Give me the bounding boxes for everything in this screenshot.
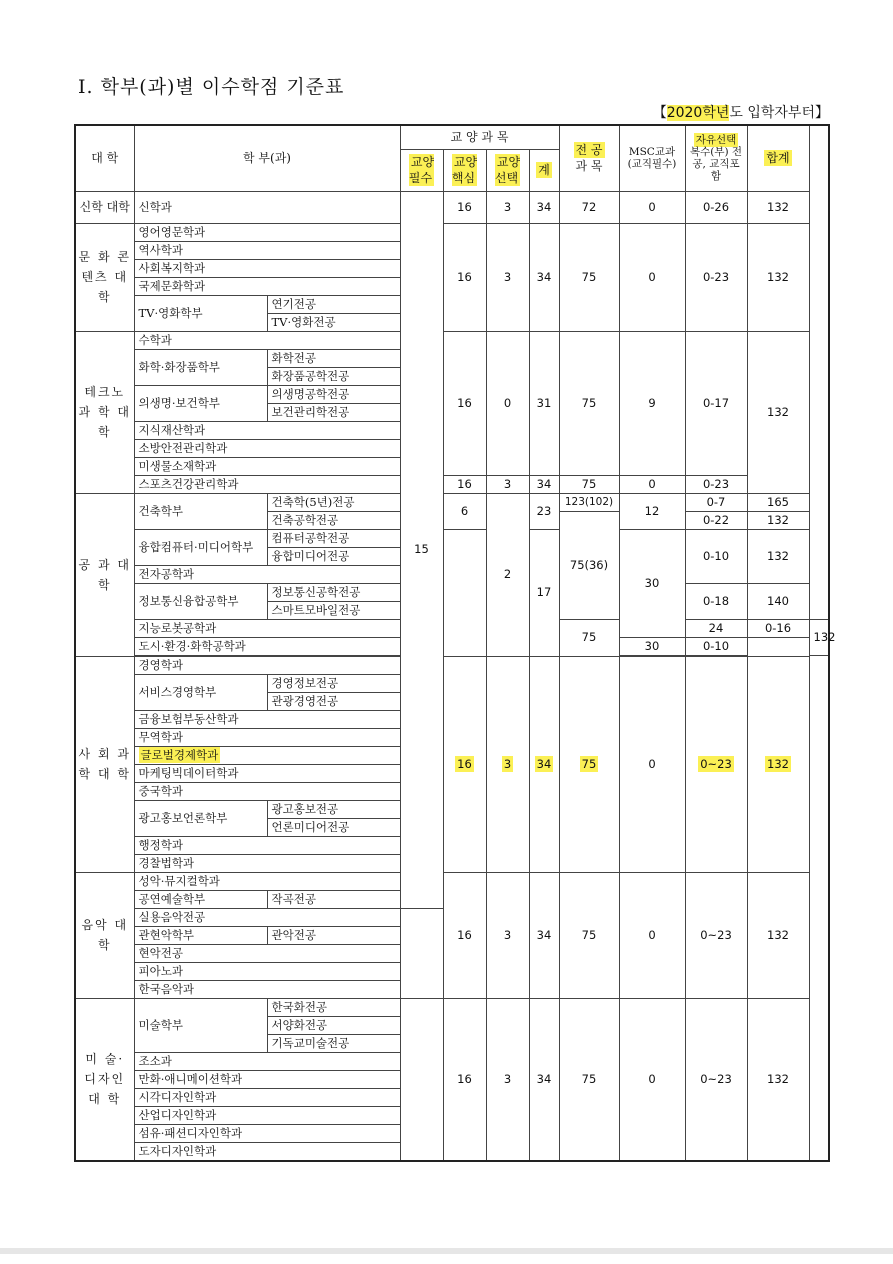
major-comp-1: 컴퓨터공학전공 xyxy=(267,529,400,547)
dept-ip: 지식재산학과 xyxy=(134,421,400,439)
major-orch-1: 관악전공 xyxy=(267,926,400,944)
theology-gen-total: 34 xyxy=(529,191,559,223)
college-social: 사 회 과 학 대 학 xyxy=(75,656,134,872)
dept-marketing: 마케팅빅데이터학과 xyxy=(134,764,400,782)
header-msc-top: MSC교과 xyxy=(628,146,676,159)
dept-korean: 한국음악과 xyxy=(134,980,400,998)
subtitle-rest: 도 입학자부터】 xyxy=(729,105,829,121)
major-comp-2: 융합미디어전공 xyxy=(267,547,400,565)
subtitle-year: 2020학년 xyxy=(666,105,730,121)
arch-free-2: 0-22 xyxy=(685,511,747,529)
dept-comp: 융합컴퓨터·미디어학부 xyxy=(134,529,267,565)
major-tvfilm-1: 연기전공 xyxy=(267,295,400,313)
dept-visual: 시각디자인학과 xyxy=(134,1088,400,1106)
urban-free: 0-10 xyxy=(685,637,747,655)
header-gen-total xyxy=(529,149,559,191)
social-sum-value: 132 xyxy=(767,756,789,771)
comp-msc: 30 xyxy=(619,529,685,637)
sports-elective: 3 xyxy=(486,475,529,493)
social-msc: 0 xyxy=(619,656,685,872)
college-eng: 공 과 대 학 xyxy=(75,493,134,656)
dept-sports: 스포츠건강관리학과 xyxy=(134,475,400,493)
dept-piano: 피아노과 xyxy=(134,962,400,980)
major-bio-1: 의생명공학전공 xyxy=(267,385,400,403)
dept-perform: 공연예술학부 xyxy=(134,890,267,908)
page-bottom-edge xyxy=(0,1248,893,1254)
arch-sum-2: 132 xyxy=(747,511,809,529)
credit-table xyxy=(74,124,836,1162)
dept-elec: 전자공학과 xyxy=(134,565,400,583)
art-major: 75 xyxy=(559,998,619,1161)
header-msc xyxy=(619,125,685,191)
header-total-label: 합계 xyxy=(766,151,790,166)
major-ad-1: 광고홍보전공 xyxy=(267,800,400,818)
subtitle xyxy=(653,102,829,122)
sports-major: 75 xyxy=(559,475,619,493)
theology-elective: 3 xyxy=(486,191,529,223)
social-gen-total xyxy=(529,656,559,872)
arch-msc: 12 xyxy=(619,493,685,529)
dept-vocal: 성악·뮤지컬학과 xyxy=(134,872,400,890)
major-fineart-1: 한국화전공 xyxy=(267,998,400,1016)
arch-free-1: 0-7 xyxy=(685,493,747,511)
header-msc-bottom: (교직필수) xyxy=(627,158,677,171)
major-tvfilm-2: TV·영화전공 xyxy=(267,313,400,331)
tech-msc: 9 xyxy=(619,331,685,475)
major-ad-2: 언론미디어전공 xyxy=(267,818,400,836)
theology-sum: 132 xyxy=(747,191,809,223)
tech-free: 0-17 xyxy=(685,331,747,475)
dept-chem: 화학·화장품학부 xyxy=(134,349,267,385)
dept-urban: 도시·환경·화학공학과 xyxy=(134,637,400,655)
college-art: 미 술· 디자인 대 학 xyxy=(75,998,134,1161)
comp-free: 0-10 xyxy=(685,529,747,583)
dept-trade: 무역학과 xyxy=(134,728,400,746)
sports-free: 0-23 xyxy=(685,475,747,493)
social-gen-total-value: 34 xyxy=(536,756,552,771)
theology-free: 0-26 xyxy=(685,191,747,223)
music-elective: 3 xyxy=(486,872,529,998)
major-service-2: 관광경영전공 xyxy=(267,692,400,710)
social-free-value: 0~23 xyxy=(700,756,732,771)
dept-china: 중국학과 xyxy=(134,782,400,800)
dept-fire: 소방안전관리학과 xyxy=(134,439,400,457)
dept-anim: 만화·애니메이션학과 xyxy=(134,1070,400,1088)
music-free: 0~23 xyxy=(685,872,747,998)
major-info-2: 스마트모바일전공 xyxy=(267,601,400,619)
dept-ad: 광고홍보언론학부 xyxy=(134,800,267,836)
arch-major: 123(102) xyxy=(559,493,619,511)
dept-info: 정보통신융합공학부 xyxy=(134,583,267,619)
dept-strings: 현악전공 xyxy=(134,944,400,962)
gen-required-value: 15 xyxy=(400,191,443,908)
social-elective xyxy=(486,656,529,872)
header-gen-elective xyxy=(486,149,529,191)
robot-major: 75 xyxy=(559,619,619,656)
dept-theology: 신학과 xyxy=(134,191,400,223)
major-info-1: 정보통신공학전공 xyxy=(267,583,400,601)
social-major xyxy=(559,656,619,872)
college-culture: 문 화 콘텐츠 대 학 xyxy=(75,223,134,331)
header-gen-elective-label: 교양 선택 xyxy=(494,155,521,185)
header-total xyxy=(747,125,809,191)
culture-elective: 3 xyxy=(486,223,529,331)
robot-msc: 24 xyxy=(685,619,747,637)
header-dept: 학 부(과) xyxy=(134,125,400,191)
header-gen-total-label: 계 xyxy=(538,163,550,177)
college-theology: 신학 대학 xyxy=(75,191,134,223)
header-free xyxy=(685,125,747,191)
dept-english: 영어영문학과 xyxy=(134,223,400,241)
art-required-empty xyxy=(400,998,443,1161)
art-free: 0~23 xyxy=(685,998,747,1161)
art-elective: 3 xyxy=(486,998,529,1161)
dept-ceramic: 도자디자인학과 xyxy=(134,1142,400,1161)
social-major-value: 75 xyxy=(581,756,597,771)
header-major-top: 전 공 xyxy=(575,143,603,158)
tech-gen-total: 31 xyxy=(529,331,559,475)
dept-service: 서비스경영학부 xyxy=(134,674,267,710)
art-core: 16 xyxy=(443,998,486,1161)
major-service-1: 경영정보전공 xyxy=(267,674,400,692)
dept-orch: 관현악학부 xyxy=(134,926,267,944)
dept-global xyxy=(134,746,400,764)
music-sum: 132 xyxy=(747,872,809,998)
eng-gen-total: 17 xyxy=(529,529,559,656)
dept-intlculture: 국제문화학과 xyxy=(134,277,400,295)
dept-history: 역사학과 xyxy=(134,241,400,259)
art-sum: 132 xyxy=(747,998,809,1161)
arch-core: 6 xyxy=(443,493,486,529)
subtitle-open: 【 xyxy=(652,105,667,121)
dept-fashion: 섬유·패션디자인학과 xyxy=(134,1124,400,1142)
dept-fineart: 미술학부 xyxy=(134,998,267,1052)
major-fineart-2: 서양화전공 xyxy=(267,1016,400,1034)
art-msc: 0 xyxy=(619,998,685,1161)
music-msc: 0 xyxy=(619,872,685,998)
social-sum xyxy=(747,656,809,872)
dept-robot: 지능로봇공학과 xyxy=(134,619,400,637)
major-bio-2: 보건관리학전공 xyxy=(267,403,400,421)
robot-free: 0-16 xyxy=(747,619,809,637)
major-chem-1: 화학전공 xyxy=(267,349,400,367)
header-college: 대 학 xyxy=(75,125,134,191)
header-general: 교 양 과 목 xyxy=(400,125,559,149)
major-chem-2: 화장품공학전공 xyxy=(267,367,400,385)
culture-sum: 132 xyxy=(747,223,809,331)
culture-msc: 0 xyxy=(619,223,685,331)
major-fineart-3: 기독교미술전공 xyxy=(267,1034,400,1052)
culture-gen-total: 34 xyxy=(529,223,559,331)
header-free-bottom: 복수(부) 전공, 교직포함 xyxy=(689,146,743,183)
comp-major: 75(36) xyxy=(559,511,619,619)
dept-bio: 의생명·보건학부 xyxy=(134,385,267,421)
social-elective-value: 3 xyxy=(503,756,512,771)
tech-elective: 0 xyxy=(486,331,529,475)
arch-gen-total: 23 xyxy=(529,493,559,529)
header-gen-required xyxy=(400,149,443,191)
college-music: 음악 대학 xyxy=(75,872,134,998)
sports-gen-total: 34 xyxy=(529,475,559,493)
header-free-top: 자유선택 xyxy=(695,134,737,147)
theology-msc: 0 xyxy=(619,191,685,223)
social-core-value: 16 xyxy=(457,756,472,771)
sports-core: 16 xyxy=(443,475,486,493)
header-gen-core xyxy=(443,149,486,191)
social-core xyxy=(443,656,486,872)
major-arch-2: 건축공학전공 xyxy=(267,511,400,529)
college-tech: 테크노 과 학 대 학 xyxy=(75,331,134,493)
robot-sum: 132 xyxy=(809,619,829,655)
sports-msc: 0 xyxy=(619,475,685,493)
info-sum: 140 xyxy=(747,583,809,619)
eng-core-empty xyxy=(443,529,486,656)
comp-sum: 132 xyxy=(747,529,809,583)
theology-major: 72 xyxy=(559,191,619,223)
page-title: Ⅰ. 학부(과)별 이수학점 기준표 xyxy=(78,76,345,98)
header-gen-required-label: 교양 필수 xyxy=(408,155,435,185)
music-gen-total: 34 xyxy=(529,872,559,998)
tech-core: 16 xyxy=(443,331,486,475)
dept-arch: 건축학부 xyxy=(134,493,267,529)
header-major xyxy=(559,125,619,191)
culture-free: 0-23 xyxy=(685,223,747,331)
dept-industrial: 산업디자인학과 xyxy=(134,1106,400,1124)
tech-major: 75 xyxy=(559,331,619,475)
social-free xyxy=(685,656,747,872)
urban-msc: 30 xyxy=(619,637,685,655)
tech-sum: 132 xyxy=(747,331,809,493)
dept-finance: 금융보험부동산학과 xyxy=(134,710,400,728)
eng-elective: 2 xyxy=(486,493,529,656)
culture-major: 75 xyxy=(559,223,619,331)
dept-micro: 미생물소재학과 xyxy=(134,457,400,475)
dept-global-label: 글로벌경제학과 xyxy=(140,747,219,762)
info-free: 0-18 xyxy=(685,583,747,619)
music-major: 75 xyxy=(559,872,619,998)
dept-biz: 경영학과 xyxy=(134,656,400,674)
dept-sculpt: 조소과 xyxy=(134,1052,400,1070)
dept-practical: 실용음악전공 xyxy=(134,908,400,926)
header-major-bottom: 과 목 xyxy=(575,159,603,174)
dept-welfare: 사회복지학과 xyxy=(134,259,400,277)
major-arch-1: 건축학(5년)전공 xyxy=(267,493,400,511)
header-gen-core-label: 교양 핵심 xyxy=(451,155,478,185)
dept-math: 수학과 xyxy=(134,331,400,349)
arch-sum-1: 165 xyxy=(747,493,809,511)
dept-tvfilm: TV·영화학부 xyxy=(134,295,267,331)
dept-police: 경찰법학과 xyxy=(134,854,400,872)
major-perform-1: 작곡전공 xyxy=(267,890,400,908)
dept-admin: 행정학과 xyxy=(134,836,400,854)
theology-core: 16 xyxy=(443,191,486,223)
culture-core: 16 xyxy=(443,223,486,331)
art-gen-total: 34 xyxy=(529,998,559,1161)
music-core: 16 xyxy=(443,872,486,998)
